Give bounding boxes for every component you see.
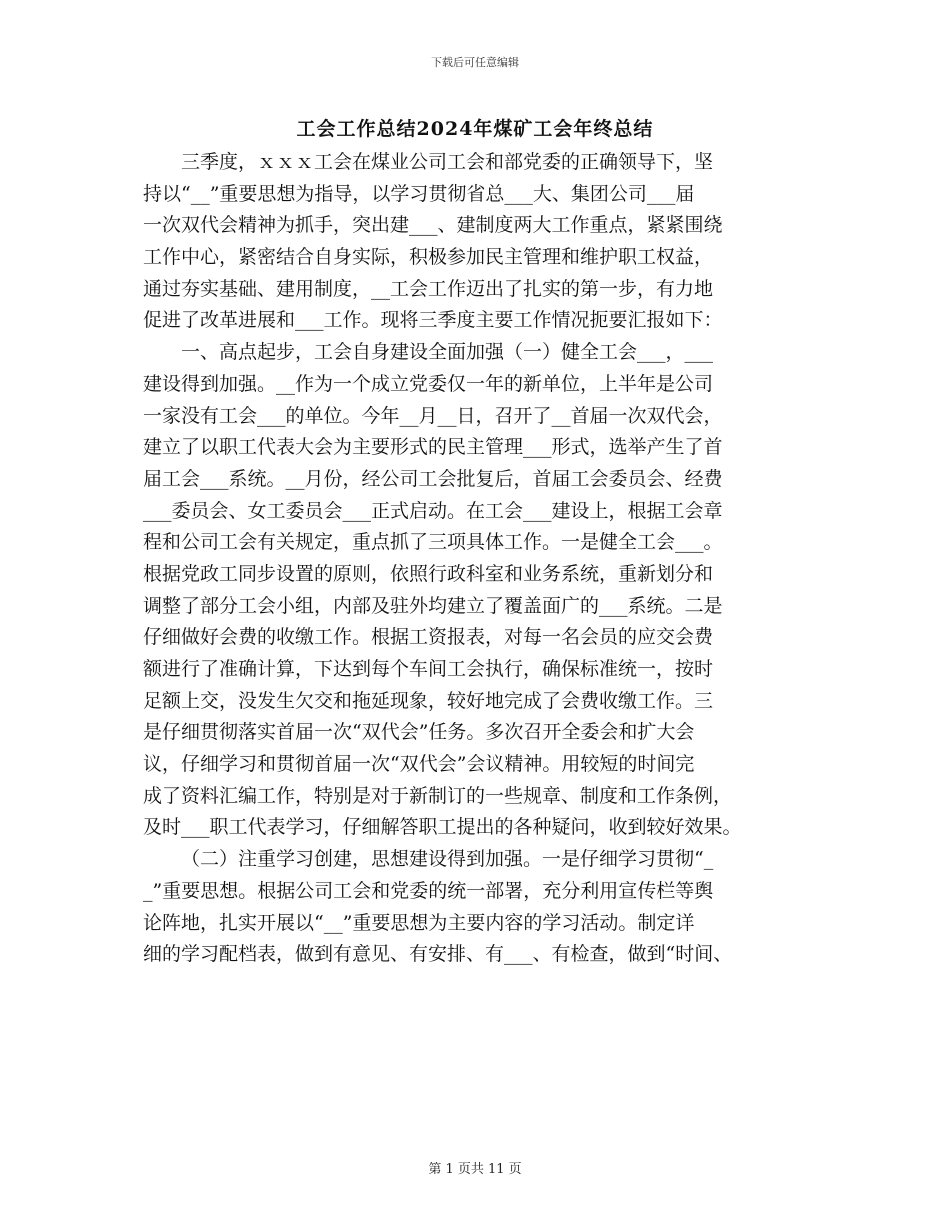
body-line: 三季度，ｘｘｘ工会在煤业公司工会和部党委的正确领导下，坚 bbox=[181, 151, 714, 173]
document-body bbox=[143, 147, 811, 971]
body-line: 一家没有工会___的单位。今年__月__日，召开了__首届一次双代会， bbox=[143, 404, 723, 427]
body-line: 一、高点起步，工会自身建设全面加强（一）健全工会___，___ bbox=[181, 341, 714, 364]
body-line: 是仔细贯彻落实首届一次“双代会”任务。多次召开全委会和扩大会 bbox=[143, 721, 695, 744]
body-line: 工作中心，紧密结合自身实际，积极参加民主管理和维护职工权益， bbox=[143, 246, 714, 269]
body-line: 成了资料汇编工作，特别是对于新制订的一些规章、制度和工作条例， bbox=[143, 784, 733, 807]
body-line: 调整了部分工会小组，内部及驻外均建立了覆盖面广的___系统。二是 bbox=[143, 594, 723, 617]
body-line: 额进行了准确计算，下达到每个车间工会执行，确保标准统一，按时 bbox=[143, 658, 714, 680]
body-line: 通过夯实基础、建用制度，__工会工作迈出了扎实的第一步，有力地 bbox=[143, 277, 714, 300]
body-line: ___委员会、女工委员会___正式启动。在工会___建设上，根据工会章 bbox=[143, 499, 723, 522]
body-line: 仔细做好会费的收缴工作。根据工资报表，对每一名会员的应交会费 bbox=[143, 626, 714, 649]
body-line: 届工会___系统。__月份，经公司工会批复后，首届工会委员会、经费 bbox=[143, 467, 723, 490]
body-line: 建设得到加强。__作为一个成立党委仅一年的新单位，上半年是公司 bbox=[143, 372, 714, 395]
body-line: 论阵地，扎实开展以“__”重要思想为主要内容的学习活动。制定详 bbox=[143, 911, 695, 934]
document-title: 工会工作总结2024年煤矿工会年终总结 bbox=[296, 118, 654, 140]
body-line: 及时___职工代表学习，仔细解答职工提出的各种疑问，收到较好效果。 bbox=[143, 816, 742, 839]
body-line: 细的学习配档表，做到有意见、有安排、有___、有检查，做到“时间、 bbox=[143, 943, 733, 966]
body-line: 建立了以职工代表大会为主要形式的民主管理___形式，选举产生了首 bbox=[143, 436, 723, 459]
body-line: 议，仔细学习和贯彻首届一次“双代会”会议精神。用较短的时间完 bbox=[143, 753, 695, 776]
body-line: 根据党政工同步设置的原则，依照行政科室和业务系统，重新划分和 bbox=[143, 562, 714, 585]
body-line: 一次双代会精神为抓手，突出建___、建制度两大工作重点，紧紧围绕 bbox=[143, 214, 723, 237]
body-line: （二）注重学习创建，思想建设得到加强。一是仔细学习贯彻“_ bbox=[181, 848, 714, 871]
download-note: 下载后可任意编辑 bbox=[431, 56, 519, 69]
body-line: _”重要思想。根据公司工会和党委的统一部署，充分利用宣传栏等舆 bbox=[143, 879, 714, 902]
body-line: 足额上交，没发生欠交和拖延现象，较好地完成了会费收缴工作。三 bbox=[143, 689, 714, 712]
body-line: 持以“__”重要思想为指导，以学习贯彻省总___大、集团公司___届 bbox=[143, 182, 695, 205]
page-number-footer: 第 1 页共 11 页 bbox=[428, 1162, 522, 1177]
body-line: 促进了改革进展和___工作。现将三季度主要工作情况扼要汇报如下： bbox=[143, 309, 723, 332]
body-line: 程和公司工会有关规定，重点抓了三项具体工作。一是健全工会___。 bbox=[143, 531, 723, 554]
